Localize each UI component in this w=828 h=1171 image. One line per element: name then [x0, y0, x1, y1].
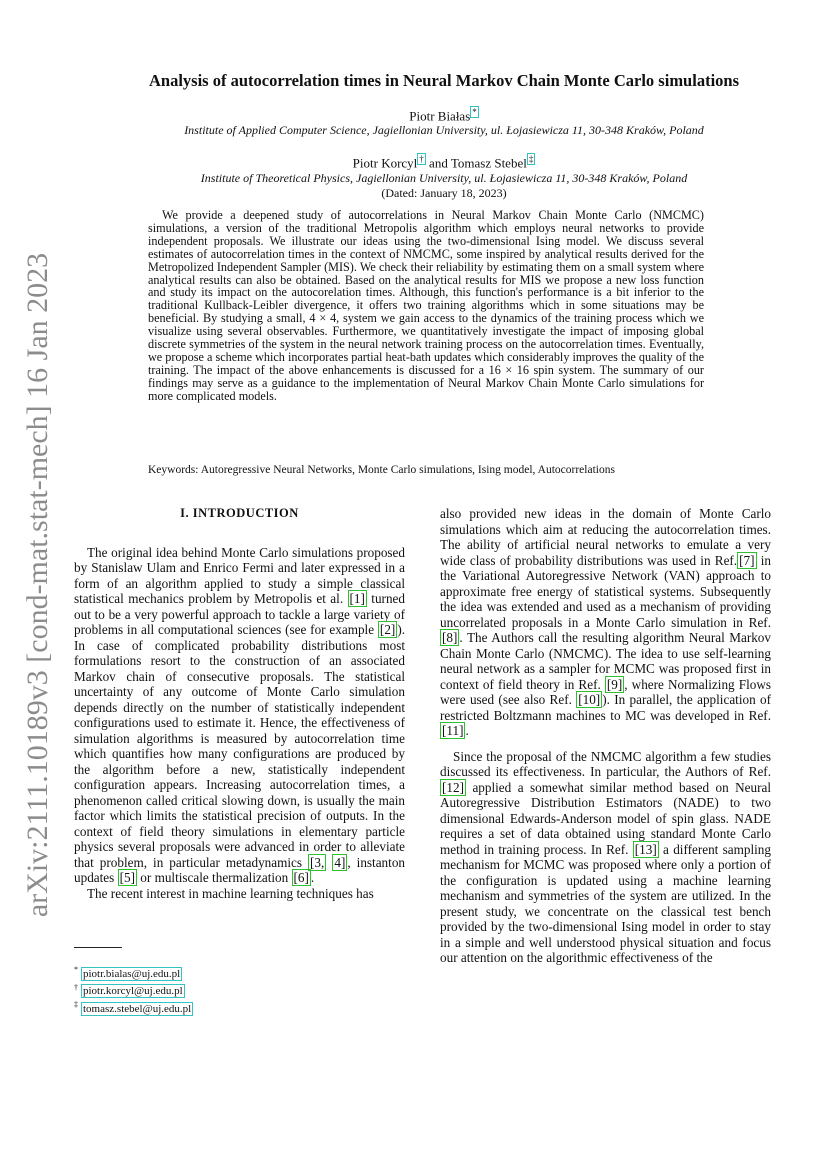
citation-link[interactable]: [7]	[739, 552, 755, 568]
paragraph: The original idea behind Monte Carlo simulations proposed by Stanislaw Ulam and Enrico Fermi and later expressed in a form of an algorithm applied to study a simple classical statistical mechanics problem by Metropolis et al. [1] turned out to be a very powerful approach to tackle a large variety of problems in all computational sciences (see for example [2] ). In case of complicated probability distributions most formulations resort to the construction of an associated Markov chain of consecutive proposals. The statistical uncertainty of any outcome of Monte Carlo simulation depends directly on the number of statistically independent configurations used to estimate it. Hence, the effectiveness of simulation algorithms is measured by autocorrelation time which quantifies how many configurations are produced by the algorithm before a new, statistically independent configuration appears. Increasing autocorrelation times, a phenomenon called critical slowing down, is usually the main factor which limits the statistical precision of outputs. In the context of field theory simulations in elementary particle physics several proposals were advanced in order to alleviate that problem, in particular metadynamics [3, 4] , instanton updates [5] or multiscale thermalization [6] .	[74, 544, 406, 885]
citation-link[interactable]: [11]	[442, 723, 464, 738]
affiliation-1: Institute of Applied Computer Science, Jagiellonian University, ul. Łojasiewicza 11, 30-348 Kraków, Poland	[184, 123, 704, 137]
paragraph: also provided new ideas in the domain of Monte Carlo simulations which aim at reducing the autocorrelation times. The ability of artificial neural networks to emulate a very wide class of probability distributions was used in Ref. [7] in the Variational Autoregressive Network (VAN) approach to approximate free energy of statistical systems. Subsequently the idea was extended and used as a mechanism of providing uncorrelated proposals in a Monte Carlo simulation in Ref.[8] . The Authors call the resulting algorithm Neural Markov Chain Monte Carlo (NMCMC). The idea to use self-learning neural network as a sampler for MCMC was proposed first in context of field theory in Ref. [9] , where Normalizing Flows were used (see also Ref. [10] ). In parallel, the application of restricted Boltzmann machines to MC was developed in Ref. [11] .	[440, 506, 771, 738]
citation-link[interactable]: [10]	[578, 692, 601, 707]
author-name: Piotr Korcyl	[352, 155, 418, 171]
citation-link[interactable]: [6]	[293, 870, 309, 885]
email-link[interactable]: tomasz.stebel@uj.edu.pl	[83, 1002, 192, 1015]
citation-link[interactable]: [13]	[634, 841, 657, 857]
keywords: Keywords: Autoregressive Neural Networks, Monte Carlo simulations, Ising model, Autocorrelations	[148, 464, 615, 476]
left-column	[74, 506, 405, 901]
footnote-link[interactable]: ‡	[528, 154, 534, 164]
footnote-link[interactable]: †	[419, 154, 424, 164]
paragraph: The recent interest in machine learning techniques has	[87, 885, 374, 901]
footnotes	[74, 963, 193, 1016]
author-conjunction: and	[429, 155, 448, 171]
email-link[interactable]: piotr.bialas@uj.edu.pl	[83, 967, 181, 980]
abstract: We provide a deepened study of autocorrelations in Neural Markov Chain Monte Carlo (NMCMC) simulations, a version of the traditional Metropolis algorithm which employs neural networks to provide independent proposals. We illustrate our ideas using the two-dimensional Ising model. We discuss several estimates of autocorrelation times in the context of NMCMC, some inspired by analytical results derived for the Metropolized Independent Sampler (MIS). We check their reliability by estimating them on a small system where analytical results can also be obtained. Based on the analytical results for MIS we propose a new loss function and study its impact on the autocorelation times. Although, this function's performance is a bit inferior to the traditional Kullback-Leibler divergence, it offers two training algorithms which in some situations may be beneficial. By studying a small, 4 × 4, system we gain access to the dynamics of the training process which we visualize using several observables. Furthermore, we quantitatively investigate the impact of imposing global discrete symmetries of the system in the neural network training process on the autocorrelation times. Eventually, we propose a scheme which incorporates partial heat-bath updates which considerably improves the quality of the training. The impact of the above enhancements is discussed for a 16 × 16 spin system. The summary of our findings may serve as a guidance to the implementation of Neural Markov Chain Monte Carlo simulations for more complicated models.	[148, 208, 704, 403]
citation-link[interactable]: [1]	[349, 591, 365, 606]
citation-link[interactable]: [8]	[442, 630, 458, 645]
email-link[interactable]: piotr.korcyl@uj.edu.pl	[83, 985, 183, 998]
citation-link[interactable]: [9]	[606, 676, 623, 692]
citation-link[interactable]: [2]	[379, 622, 396, 637]
citation-link[interactable]: 4]	[334, 854, 346, 870]
footnote-rule	[74, 947, 122, 948]
paragraph: Since the proposal of the NMCMC algorithm a few studies discussed its effectiveness. In particular, the Authors of Ref. [12] applied a somewhat similar method based on Neural Autoregressive Distribution Estimators (NADE) to two dimensional Edwards-Anderson model of spin glass. NADE requires a set of data obtained using standard Monte Carlo method in training process. In Ref. [13] a different sampling mechanism for MCMC was proposed where only a portion of the configuration is updated using a machine learning mechanism and symmetries of the system are utilized. In the present study, we concentrate on the classical test bench provided by the two-dimensional Ising model in order to stay in a simple and well understood physical situation and focus our attention on the algorithmic effectiveness of the	[440, 748, 771, 965]
affiliation-2: Institute of Theoretical Physics, Jagiellonian University, ul. Łojasiewicza 11, 30-348 Kraków, Poland	[200, 171, 688, 185]
section-heading: I. INTRODUCTION	[180, 506, 299, 520]
footnote-link[interactable]: *	[472, 107, 477, 117]
footnote: ‡ tomasz.stebel@uj.edu.pl	[74, 1000, 192, 1015]
arxiv-identifier: arXiv:2111.10189v3 [cond-mat.stat-mech] 16 Jan 2023	[21, 252, 54, 918]
footnote: † piotr.korcyl@uj.edu.pl	[74, 982, 183, 998]
author-line-2	[60, 155, 828, 171]
date-line: (Dated: January 18, 2023)	[381, 186, 507, 200]
author-line-1	[60, 108, 828, 124]
citation-link[interactable]: [3,	[310, 854, 325, 870]
citation-link[interactable]: [5]	[119, 870, 135, 885]
author-name: Piotr Białas	[409, 108, 471, 124]
right-column	[440, 506, 771, 966]
author-name: Tomasz Stebel	[450, 155, 527, 171]
paper-title: Analysis of autocorrelation times in Neural Markov Chain Monte Carlo simulations	[148, 71, 739, 90]
citation-link[interactable]: [12]	[442, 779, 464, 795]
footnote: * piotr.bialas@uj.edu.pl	[74, 965, 181, 980]
